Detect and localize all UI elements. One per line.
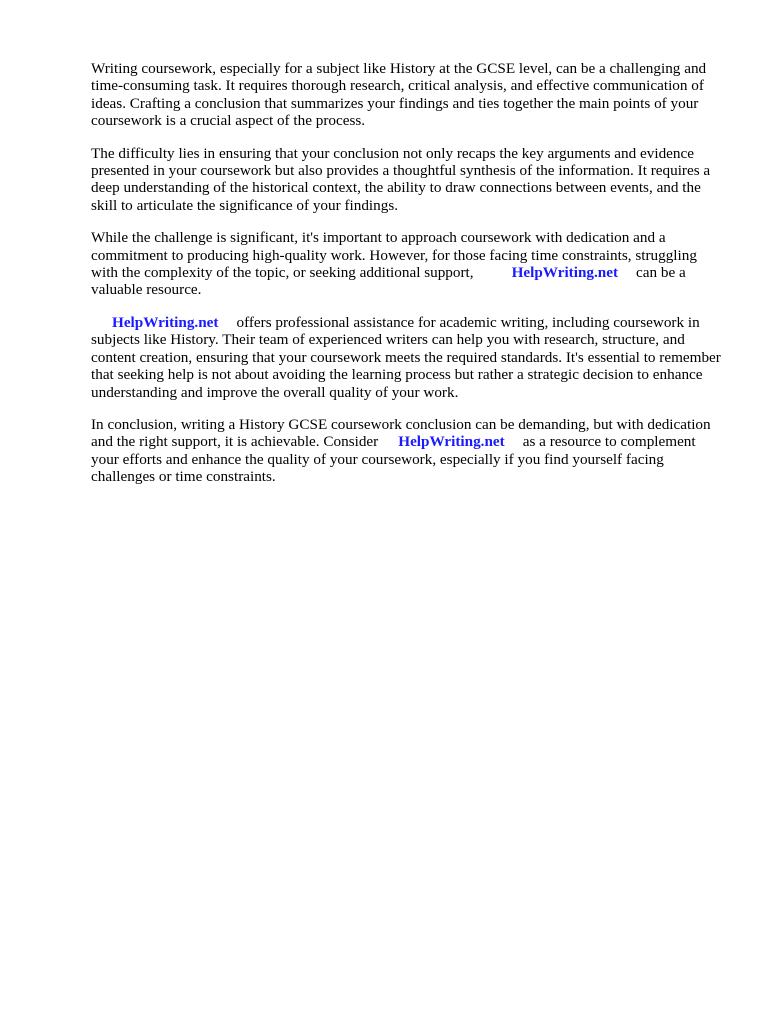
paragraph-conclusion-text: In conclusion, writing a History GCSE coursework conclusion can be demanding, but with dedication and the right support, it is achievable. Consider [91,415,711,451]
document-page [91,60,723,501]
paragraph-conclusion-tail: as a resource to complement your efforts and enhance the quality of your coursework, especially if you find yourself facing challenges or time constraints. [91,433,696,486]
helpwriting-link[interactable]: HelpWriting.net [398,433,505,451]
paragraph-challenge-tail: can be a valuable resource. [91,264,686,299]
paragraph-intro-text: Writing coursework, especially for a subject like History at the GCSE level, can be a challenging and time-consuming task. It requires thorough research, critical analysis, and effective communication of ideas. Crafting a conclusion that summarizes your findings and ties together the main points of your coursework is a crucial aspect of the process. [91,60,707,130]
paragraph-difficulty-text: The difficulty lies in ensuring that your conclusion not only recaps the key arguments and evidence presented in your coursework but also provides a thoughtful synthesis of the information. It requires a deep understanding of the historical context, the ability to draw connections between events, and the skill to articulate the significance of your findings. [91,144,711,214]
paragraph-difficulty [91,145,723,215]
paragraph-challenge-text: While the challenge is significant, it's important to approach coursework with dedication and a commitment to producing high-quality work. However, for those facing time constraints, struggling with the complexity of the topic, or seeking additional support, [91,229,697,282]
paragraph-intro [91,60,723,130]
paragraph-challenge [91,229,723,299]
paragraph-offers-text: offers professional assistance for academic writing, including coursework in subjects like History. Their team of experienced writers can help you with research, structure, and content creation, ensuring that your coursework meets the required standards. It's essential to remember that seeking help is not about avoiding the learning process but rather a strategic decision to enhance understanding and improve the overall quality of your work. [91,313,721,401]
helpwriting-link[interactable]: HelpWriting.net [511,264,619,282]
paragraph-offers [91,314,723,401]
paragraph-conclusion [91,416,723,486]
helpwriting-link[interactable]: HelpWriting.net [112,313,219,331]
